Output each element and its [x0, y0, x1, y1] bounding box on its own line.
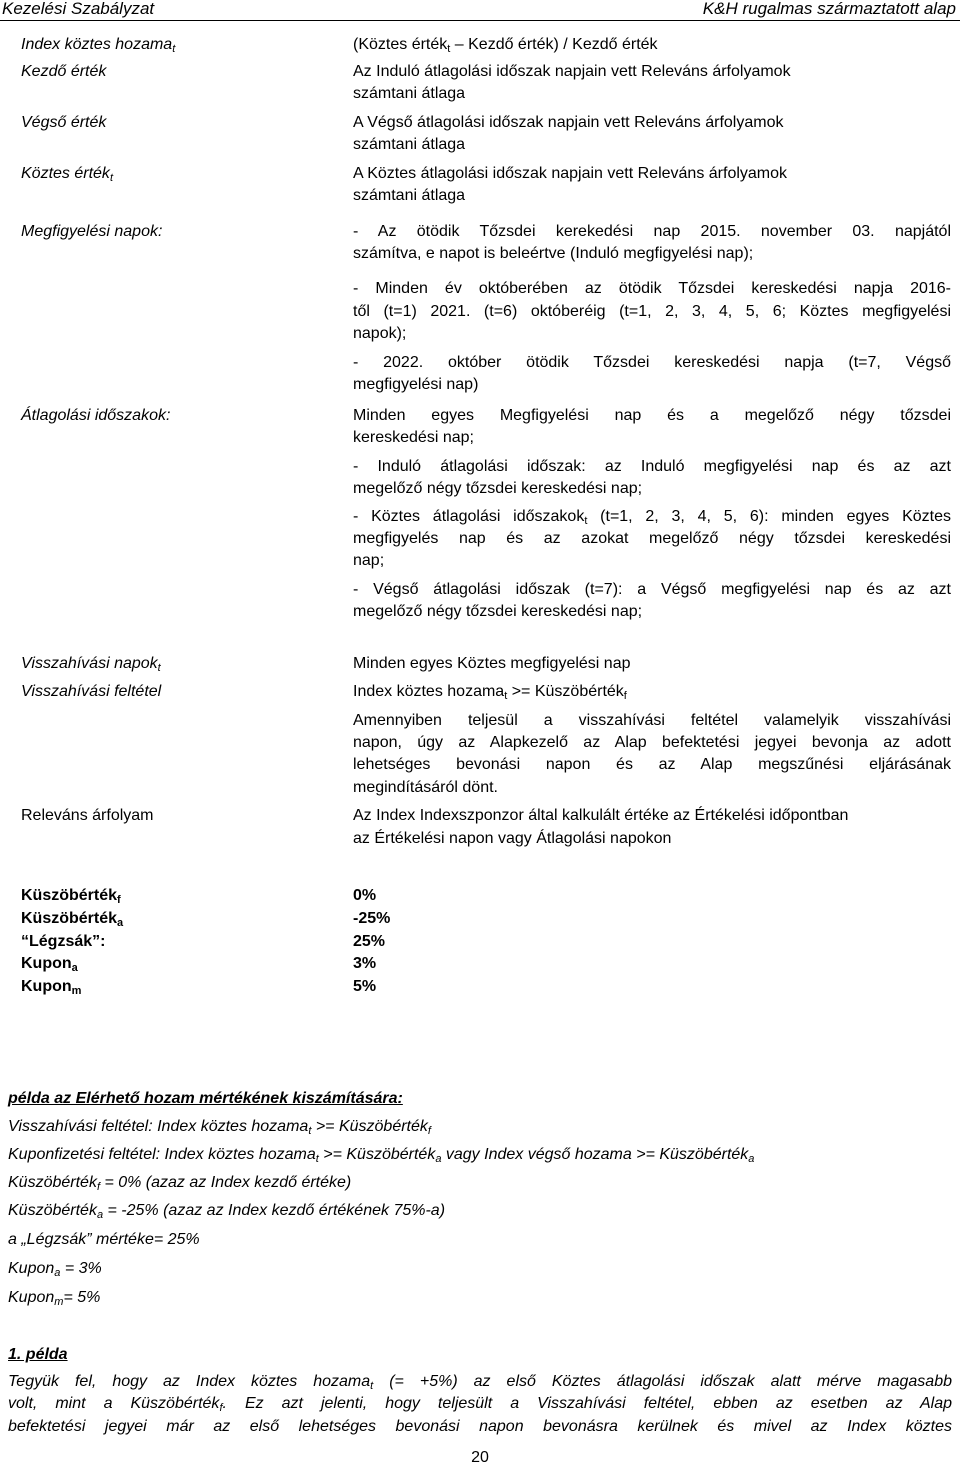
value-atlagolasi-l6: megfigyelés nap és az azokat megelőző négy tőzsdei kereskedési	[353, 530, 951, 547]
example-line: Küszöbérték$_f$ = 0% (azaz az Index kezdő értéke)	[8, 1174, 352, 1193]
param-name: Küszöbérték$_a$	[21, 910, 124, 929]
value-megfigyelesi-l6: - 2022. október ötödik Tőzsdei kereskedési napja (t=7, Végső	[353, 354, 951, 371]
label-koztes-ertek: Köztes érték$_t$	[21, 165, 113, 184]
param-name: Kupon$_m$	[21, 978, 82, 997]
label-vegso-ertek: Végső érték	[21, 114, 107, 131]
value-megfigyelesi-l3: - Minden év októberében az ötödik Tőzsdei kereskedési napja 2016-	[353, 280, 951, 297]
value-relevans-l1: Az Index Indexszponzor által kalkulált értéke az Értékelési időpontban	[353, 807, 849, 824]
example-line: Kupon$_a$ = 3%	[8, 1260, 102, 1279]
param-value: 25%	[353, 933, 386, 950]
value-megfigyelesi-l1: - Az ötödik Tőzsdei kerekedési nap 2015. november 03. napjától	[353, 223, 951, 240]
value-vegso-ertek-line2: számtani átlaga	[353, 136, 466, 153]
value-atlagolasi-l2: kereskedési nap;	[353, 429, 474, 446]
label-visszahivasi-feltetel: Visszahívási feltétel	[21, 683, 162, 700]
value-atlagolasi-l3: - Induló átlagolási időszak: az Induló megfigyelési nap és az azt	[353, 458, 951, 475]
example-line: Kupon$_m$= 5%	[8, 1289, 101, 1308]
param-value: -25%	[353, 910, 391, 927]
value-visszahivasi-napok: Minden egyes Köztes megfigyelési nap	[353, 655, 631, 672]
label-kezdo-ertek: Kezdő érték	[21, 63, 107, 80]
value-atlagolasi-l9: megelőző négy tőzsdei kereskedési nap;	[353, 603, 643, 620]
value-visszahivasi-l4: megindításáról dönt.	[353, 779, 498, 796]
example1-title: 1. példa	[8, 1346, 68, 1363]
value-kezdo-ertek-line2: számtani átlaga	[353, 85, 466, 102]
param-value: 5%	[353, 978, 377, 995]
example-line: Kuponfizetési feltétel: Index köztes hozama$_t$ >= Küszöbérték$_a$ vagy Index végső hozama >= Küszöbérték$_a$	[8, 1146, 755, 1165]
value-megfigyelesi-l4: től (t=1) 2021. (t=6) októberéig (t=1, 2, 3, 4, 5, 6; Köztes megfigyelési	[353, 303, 951, 320]
value-atlagolasi-l7: nap;	[353, 552, 385, 569]
value-atlagolasi-l5: - Köztes átlagolási időszakok$_t$ (t=1, 2, 3, 4, 5, 6): minden egyes Köztes	[353, 508, 951, 527]
value-relevans-l2: az Értékelési napon vagy Átlagolási napokon	[353, 830, 672, 847]
value-visszahivasi-l1: Amennyiben teljesül a visszahívási feltétel valamelyik visszahívási	[353, 712, 951, 729]
label-megfigyelesi-napok: Megfigyelési napok:	[21, 223, 163, 240]
value-visszahivasi-feltetel-formula: Index köztes hozama$_t$ >= Küszöbérték$_f$	[353, 683, 627, 702]
label-atlagolasi-idoszakok: Átlagolási időszakok:	[21, 407, 171, 424]
page-number: 20	[471, 1449, 489, 1466]
header-title-left: Kezelési Szabályzat	[2, 0, 155, 18]
example-line: Visszahívási feltétel: Index köztes hozama$_t$ >= Küszöbérték$_f$	[8, 1118, 431, 1137]
page-header	[0, 0, 960, 21]
example-line: a „Légzsák” mértéke= 25%	[8, 1231, 200, 1248]
example-title: példa az Elérhető hozam mértékének kiszámítására:	[8, 1090, 403, 1107]
value-atlagolasi-l4: megelőző négy tőzsdei kereskedési nap;	[353, 480, 643, 497]
value-koztes-ertek-line2: számtani átlaga	[353, 187, 466, 204]
param-name: Kupon$_a$	[21, 955, 78, 974]
label-index-koztes-hozama: Index köztes hozama$_t$	[21, 36, 176, 55]
value-visszahivasi-l2: napon, úgy az Alapkezelő az Alap befektetési jegyei bevonja az adott	[353, 734, 951, 751]
value-vegso-ertek-line1: A Végső átlagolási időszak napjain vett Releváns árfolyamok	[353, 114, 784, 131]
param-value: 3%	[353, 955, 377, 972]
param-value: 0%	[353, 887, 377, 904]
param-name: Küszöbérték$_f$	[21, 887, 121, 906]
example1-line: befektetési jegyei már az első lehetséges bevonási napon bevonásra kerülnek és mivel az Index köztes	[8, 1418, 952, 1435]
value-index-koztes-hozama: (Köztes érték$_t$ – Kezdő érték) / Kezdő érték	[353, 36, 658, 55]
param-name: “Légzsák”:	[21, 933, 106, 950]
value-koztes-ertek-line1: A Köztes átlagolási időszak napjain vett Releváns árfolyamok	[353, 165, 788, 182]
example1-line: Tegyük fel, hogy az Index köztes hozama$_t$ (= +5%) az első Köztes átlagolási időszak alatt mérve magasabb	[8, 1373, 952, 1392]
value-atlagolasi-l8: - Végső átlagolási időszak (t=7): a Végső megfigyelési nap és az azt	[353, 581, 951, 598]
value-atlagolasi-l1: Minden egyes Megfigyelési nap és a megelőző négy tőzsdei	[353, 407, 951, 424]
value-megfigyelesi-l7: megfigyelési nap)	[353, 376, 479, 393]
label-relevans-arfolyam: Releváns árfolyam	[21, 807, 154, 824]
example-line: Küszöbérték$_a$ = -25% (azaz az Index kezdő értékének 75%-a)	[8, 1202, 446, 1221]
value-megfigyelesi-l5: napok);	[353, 325, 407, 342]
value-megfigyelesi-l2: számítva, e napot is beleértve (Induló megfigyelési nap);	[353, 245, 754, 262]
label-visszahivasi-napok: Visszahívási napok$_t$	[21, 655, 161, 674]
value-kezdo-ertek-line1: Az Induló átlagolási időszak napjain vett Releváns árfolyamok	[353, 63, 791, 80]
value-visszahivasi-l3: lehetséges bevonási napon és az Alap megszűnési eljárásának	[353, 756, 951, 773]
header-title-right: K&H rugalmas származtatott alap	[702, 0, 956, 18]
example1-line: volt, mint a Küszöbérték$_f$. Ez azt jelenti, hogy teljesült a Visszahívási feltétel, ebben az esetben az Alap	[8, 1395, 953, 1414]
